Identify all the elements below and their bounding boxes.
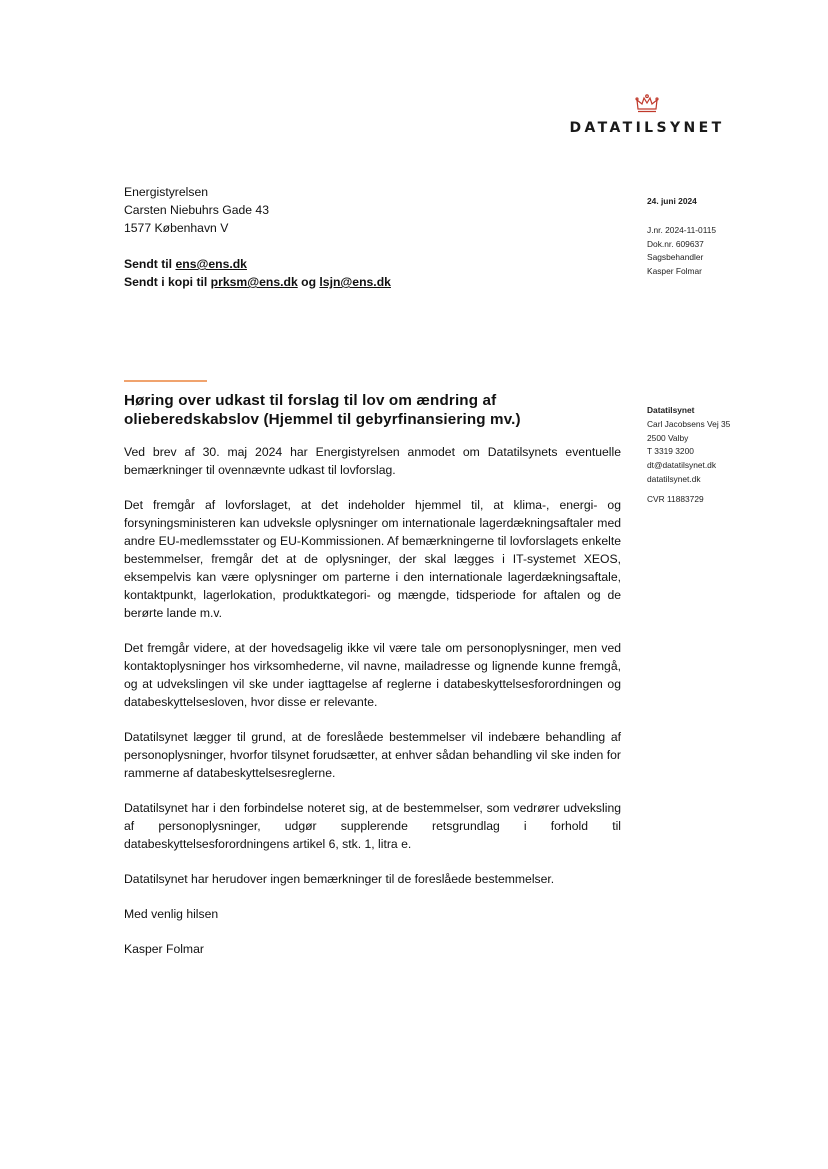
to-email-link[interactable]: ens@ens.dk [175, 257, 247, 271]
signature: Kasper Folmar [124, 942, 204, 956]
recipient-org: Energistyrelsen [124, 185, 208, 199]
sent-to-block [124, 255, 391, 291]
sent-cc-line: Sendt i kopi til prksm@ens.dk og lsjn@ens.dk [124, 275, 391, 289]
handler-label: Sagsbehandler [647, 252, 704, 263]
letter-meta [647, 195, 767, 279]
sender-email: dt@datatilsynet.dk [647, 460, 717, 471]
document-number: Dok.nr. 609637 [647, 238, 704, 249]
crown-icon [635, 94, 659, 114]
body-paragraph: Ved brev af 30. maj 2024 har Energistyrelsen anmodet om Datatilsynets eventuelle bemærkninger til ovennævnte udkast til lovforslag. [124, 445, 621, 477]
body-paragraph: Det fremgår af lovforslaget, at det indeholder hjemmel til, at klima-, energi- og forsyningsministeren kan udveksle oplysninger om internationale lagerdækningsaftaler med andre EU-medlemsstater og EU-Kommissionen. Af bemærkningerne til lovforslagets enkelte bestemmelser, fremgår det at de oplysninger, der skal lægges i IT-systemet XEOS, eksempelvis kan være oplysninger om parterne i den internationale lagerdækningsaftale, kontaktpunkt, lagerlokation, produktkategori- og mængde, tidsperiode for aftalen og de berørte lande m.v. [124, 498, 621, 620]
closing: Med venlig hilsen [124, 907, 219, 921]
sender-name: Datatilsynet [647, 405, 695, 415]
subject-accent-rule [124, 380, 207, 382]
sender-phone: T 3319 3200 [647, 446, 694, 457]
letter-subject: Høring over udkast til forslag til lov om ændring af olieberedskabslov (Hjemmel til gebyrfinansiering mv.) [124, 392, 521, 428]
letter-date: 24. juni 2024 [647, 196, 697, 206]
sender-city: 2500 Valby [647, 432, 689, 443]
sender-cvr: CVR 11883729 [647, 493, 704, 504]
body-paragraph: Det fremgår videre, at der hovedsagelig ikke vil være tale om personoplysninger, men ved kontaktoplysninger hos virksomhederne, vil navne, mailadresse og lignende kunne fremgå, og at udvekslingen vil ske under iagttagelse af reglerne i databeskyttelsesforordningen og databeskyttelsesloven, hvor disse er relevante. [124, 641, 621, 709]
recipient-address [124, 183, 269, 237]
letterhead-logo [556, 94, 738, 136]
letter-body [124, 443, 621, 975]
body-paragraph: Datatilsynet har i den forbindelse noteret sig, at de bestemmelser, som vedrører udveksling af personoplysninger, udgør supplerende retsgrundlag i forhold til databeskyttelsesforordningens artikel 6, stk. 1, litra e. [124, 801, 621, 851]
cc-email-link-2[interactable]: lsjn@ens.dk [319, 275, 391, 289]
recipient-street: Carsten Niebuhrs Gade 43 [124, 203, 269, 217]
sender-web: datatilsynet.dk [647, 473, 701, 484]
body-paragraph: Datatilsynet lægger til grund, at de foreslåede bestemmelser vil indebære behandling af personoplysninger, hvorfor tilsynet forudsætter, at enhver sådan behandling vil ske inden for rammerne af databeskyttelsesreglerne. [124, 730, 621, 780]
sender-info [647, 404, 767, 507]
sender-street: Carl Jacobsens Vej 35 [647, 418, 731, 429]
logo-wordmark: DATATILSYNET [569, 120, 725, 136]
sent-to-line: Sendt til ens@ens.dk [124, 257, 247, 271]
journal-number: J.nr. 2024-11-0115 [647, 224, 717, 235]
handler-name: Kasper Folmar [647, 266, 702, 277]
cc-email-link-1[interactable]: prksm@ens.dk [210, 275, 298, 289]
recipient-city: 1577 København V [124, 221, 229, 235]
body-paragraph: Datatilsynet har herudover ingen bemærkninger til de foreslåede bestemmelser. [124, 872, 555, 886]
